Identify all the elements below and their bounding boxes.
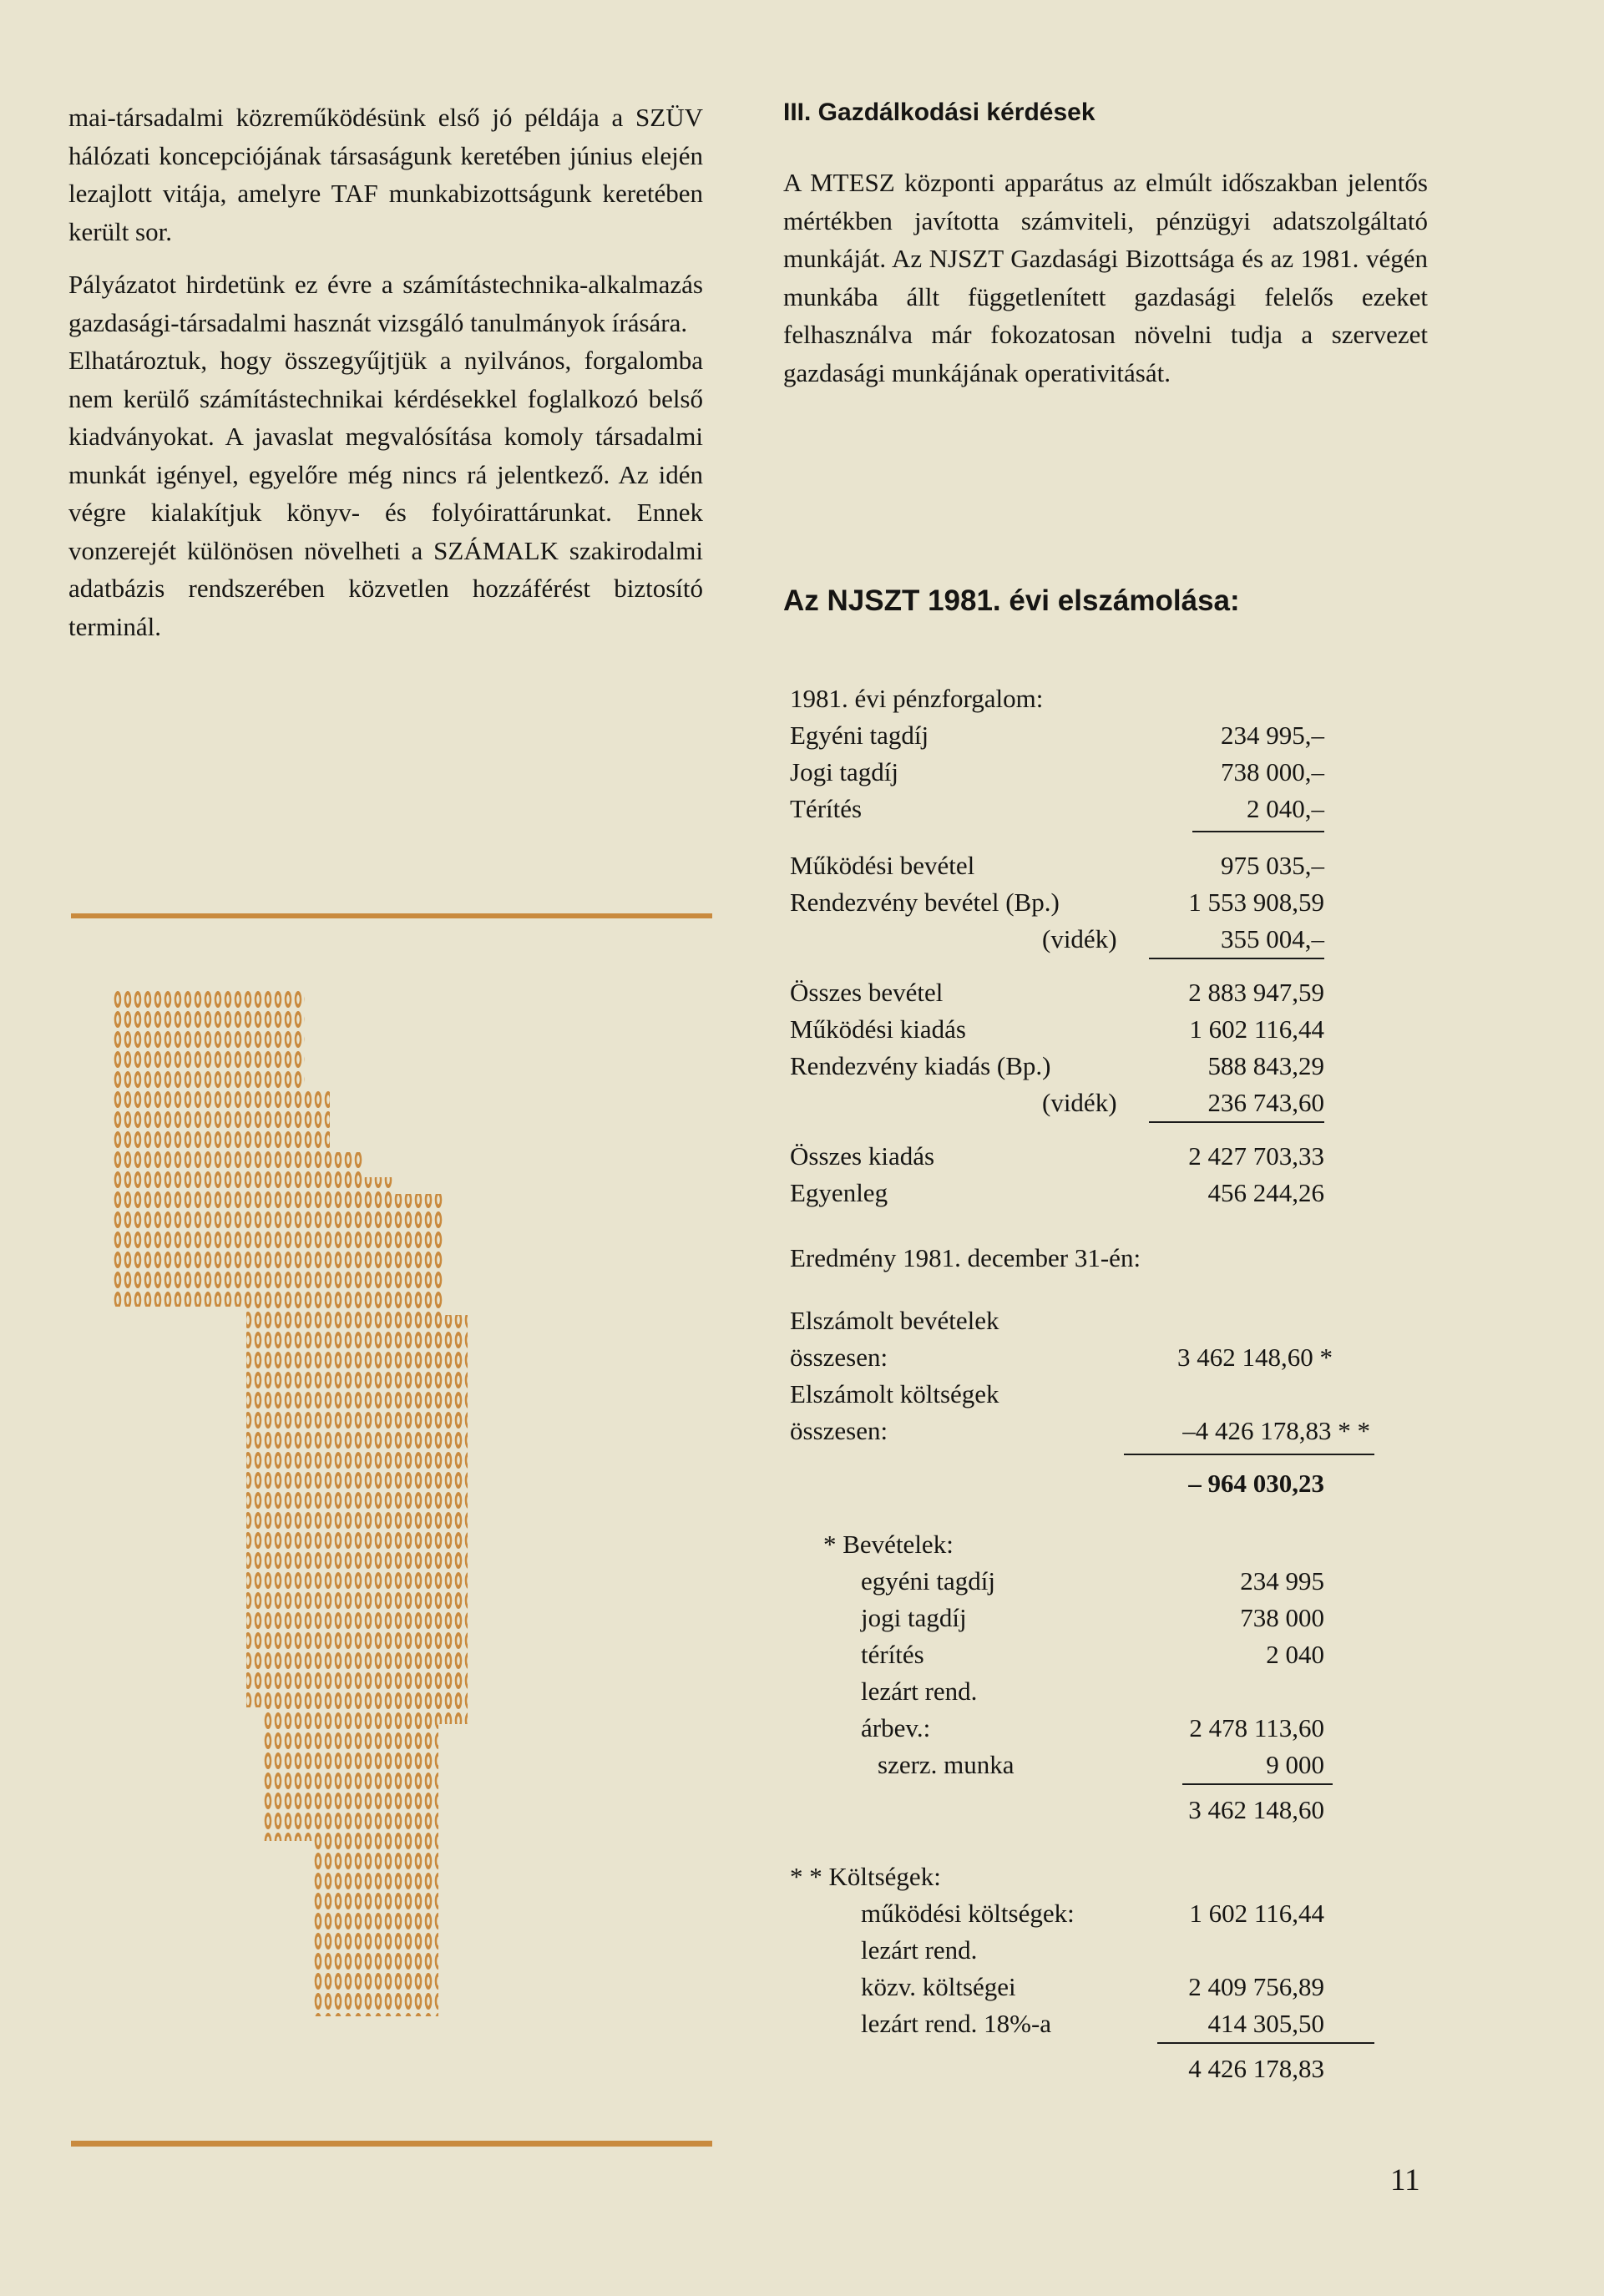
revenue-breakdown-total: 3 462 148,60 [1188,1795,1324,1824]
paragraph-library: Elhatároztuk, hogy összegyűjtjük a nyilvános, forgalomba nem kerülő számítástechnikai kérdésekkel foglalkozó belső kiadványokat. A javaslat megvalósítása komoly társadalmi munkát igényel, egyelőre még nincs rá jelentkező. Az idén végre kialakítjuk könyv- és folyóirattárunkat. Ennek vonzerejét különösen növelheti a SZÁMALK szakirodalmi adatbázis rendszerében közvetlen hozzáférést biztosító terminál. [68,346,703,641]
cost-breakdown-row: lezárt rend. 18%-a 414 305,50 [861,2009,1324,2038]
cashflow-row: Térítés 2 040,– [790,794,1324,823]
sum-line [1182,1783,1333,1785]
cost-breakdown-title: * * Költségek: [790,1862,941,1891]
result-total: – 964 030,23 [1188,1469,1324,1498]
divider-bottom [71,2141,712,2147]
revenue-breakdown-row: lezárt rend. [861,1676,978,1706]
operating-row: Működési bevétel 975 035,– [790,851,1324,880]
paragraph-tender: Pályázatot hirdetünk ez évre a számítástechnika-alkalmazás gazdasági-társadalmi hasznát vizsgáló tanulmányok írására. [68,270,703,337]
intro-paragraph: A MTESZ központi apparátus az elmúlt időszakban jelentős mértékben javította számviteli, pénzügyi adatszolgáltató munkáját. Az NJSZT Gazdasági Bizottsága és az 1981. végén munkába állt függetlenített gazdasági felelős ezeket felhasználva már fokozatosan növelni tudja a szervezet gazdasági munkájának operativitását. [783,168,1428,387]
sum-line [1192,831,1324,832]
cost-breakdown-row: közv. költségei 2 409 756,89 [861,1972,1324,2001]
revenue-breakdown-row: szerz. munka 9 000 [878,1750,1324,1779]
result-row: Elszámolt bevételek [790,1306,999,1335]
result-heading: Eredmény 1981. december 31-én: [790,1243,1141,1272]
balance-row: Összes kiadás 2 427 703,33 [790,1141,1324,1171]
revenue-breakdown-row: egyéni tagdíj 234 995 [861,1566,1324,1596]
revenue-breakdown-title: * Bevételek: [823,1530,954,1559]
page-number: 11 [1390,2163,1420,2197]
operating-row: (vidék) 355 004,– [1042,924,1324,953]
right-column [783,99,1428,392]
result-row: összesen: 3 462 148,60 * [790,1343,1333,1372]
cost-breakdown-row: működési költségek: 1 602 116,44 [861,1899,1324,1928]
cashflow-row: Egyéni tagdíj 234 995,– [790,721,1324,750]
result-row: összesen: –4 426 178,83 * * [790,1416,1370,1445]
section-title: III. Gazdálkodási kérdések [783,99,1095,126]
subsection-title: Az NJSZT 1981. évi elszámolása: [783,584,1240,617]
balance-row: Egyenleg 456 244,26 [790,1178,1324,1207]
total-row: Rendezvény kiadás (Bp.) 588 843,29 [790,1051,1324,1080]
divider-top [71,913,712,918]
sum-line [1149,958,1324,959]
revenue-breakdown-row: térítés 2 040 [861,1640,1324,1669]
left-column [68,99,703,645]
cashflow-row: Jogi tagdíj 738 000,– [790,757,1324,786]
sum-line [1149,1121,1324,1123]
operating-row: Rendezvény bevétel (Bp.) 1 553 908,59 [790,888,1324,917]
cost-breakdown-total: 4 426 178,83 [1188,2054,1324,2083]
result-row: Elszámolt költségek [790,1379,999,1408]
dot-matrix-shape [113,989,468,2016]
sum-line [1124,1454,1374,1455]
total-row: (vidék) 236 743,60 [1042,1088,1324,1117]
sum-line [1157,2042,1374,2044]
total-row: Működési kiadás 1 602 116,44 [790,1014,1324,1044]
paragraph-szuv-network: mai-társadalmi közreműködésünk első jó példája a SZÜV hálózati koncepciójának társaságunk keretében június elején lezajlott vitája, amelyre TAF munkabizottságunk keretében került sor. [68,103,703,246]
cashflow-heading: 1981. évi pénzforgalom: [790,684,1044,713]
cost-breakdown-row: lezárt rend. [861,1935,978,1965]
revenue-breakdown-row: árbev.: 2 478 113,60 [861,1713,1324,1742]
total-row: Összes bevétel 2 883 947,59 [790,978,1324,1007]
revenue-breakdown-row: jogi tagdíj 738 000 [861,1603,1324,1632]
dot-matrix-graphic [113,989,480,2142]
